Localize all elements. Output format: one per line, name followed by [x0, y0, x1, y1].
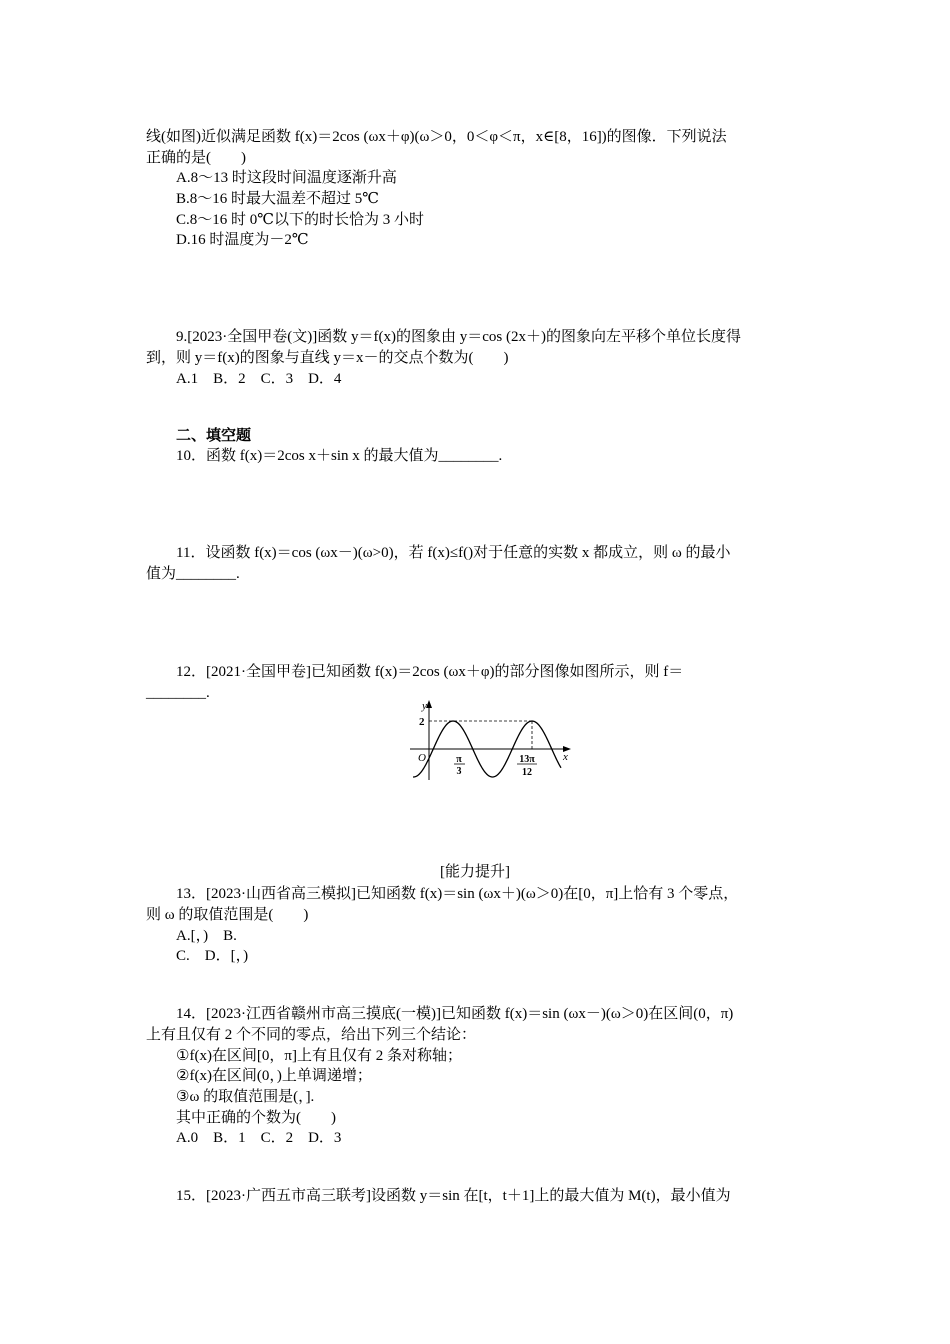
- tick1-numerator: π: [456, 754, 462, 765]
- q14-conclusion-2: ②f(x)在区间(0，)上单调递增；: [176, 1068, 372, 1084]
- q8-option-c: C.8～16 时 0℃以下的时长恰为 3 小时: [176, 212, 425, 228]
- q12-line1: 12．[2021·全国甲卷]已知函数 f(x)＝2cos (ωx＋φ)的部分图像如图所示，则 f＝: [176, 664, 684, 680]
- cosine-graph-figure: [405, 696, 575, 782]
- q9-line2: 到，则 y＝f(x)的图象与直线 y＝x－的交点个数为( ): [146, 350, 509, 366]
- q8-option-d: D.16 时温度为－2℃: [176, 232, 309, 248]
- section-fill-heading: 二、填空题: [176, 428, 252, 444]
- y-tick-label: 2: [419, 716, 425, 728]
- section-advance-heading: [能力提升]: [440, 864, 510, 880]
- tick2-denominator: 12: [522, 767, 532, 778]
- q14-question: 其中正确的个数为( ): [176, 1110, 336, 1126]
- q13-line1: 13．[2023·山西省高三模拟]已知函数 f(x)＝sin (ωx＋)(ω＞0)在[0，π]上恰有 3 个零点，: [176, 886, 739, 902]
- q14-conclusion-1: ①f(x)在区间[0，π]上有且仅有 2 条对称轴；: [176, 1048, 462, 1064]
- y-axis-label: y: [422, 700, 427, 712]
- q9-options: A.1 B．2 C．3 D．4: [176, 371, 342, 387]
- q12-line2: ________.: [146, 685, 210, 701]
- q8-line1: 线(如图)近似满足函数 f(x)＝2cos (ωx＋φ)(ω＞0，0＜φ＜π，x∈[8，16])的图像．下列说法: [146, 129, 727, 145]
- q13-options-cd: C. D．[，): [176, 948, 249, 964]
- tick1-denominator: 3: [456, 766, 462, 777]
- q8-option-a: A.8～13 时这段时间温度逐渐升高: [176, 170, 397, 186]
- tick2-numerator: 13π: [519, 754, 535, 765]
- q15-line1: 15．[2023·广西五市高三联考]设函数 y＝sin 在[t，t＋1]上的最大值为 M(t)，最小值为: [176, 1188, 731, 1204]
- x-axis-label: x: [563, 751, 568, 763]
- q9-line1: 9.[2023·全国甲卷(文)]函数 y＝f(x)的图象由 y＝cos (2x＋)的图象向左平移个单位长度得: [176, 329, 741, 345]
- q10-line1: 10．函数 f(x)＝2cos x＋sin x 的最大值为________.: [176, 448, 503, 464]
- q8-line2: 正确的是( ): [146, 150, 246, 166]
- q14-line2: 上有且仅有 2 个不同的零点，给出下列三个结论：: [146, 1027, 477, 1043]
- q11-line1: 11．设函数 f(x)＝cos (ωx－)(ω>0)，若 f(x)≤f()对于任意的实数 x 都成立，则 ω 的最小: [176, 545, 731, 561]
- q14-conclusion-3: ③ω 的取值范围是(，].: [176, 1089, 315, 1105]
- origin-label: O: [418, 752, 426, 764]
- q14-options: A.0 B．1 C．2 D．3: [176, 1130, 342, 1146]
- q14-line1: 14．[2023·江西省赣州市高三摸底(一模)]已知函数 f(x)＝sin (ωx－)(ω＞0)在区间(0，π): [176, 1006, 734, 1022]
- q13-line2: 则 ω 的取值范围是( ): [146, 907, 309, 923]
- q11-line2: 值为________.: [146, 566, 240, 582]
- y-axis-arrow: [426, 700, 432, 708]
- q8-option-b: B.8～16 时最大温差不超过 5℃: [176, 191, 380, 207]
- q13-options-ab: A.[，) B.: [176, 928, 237, 944]
